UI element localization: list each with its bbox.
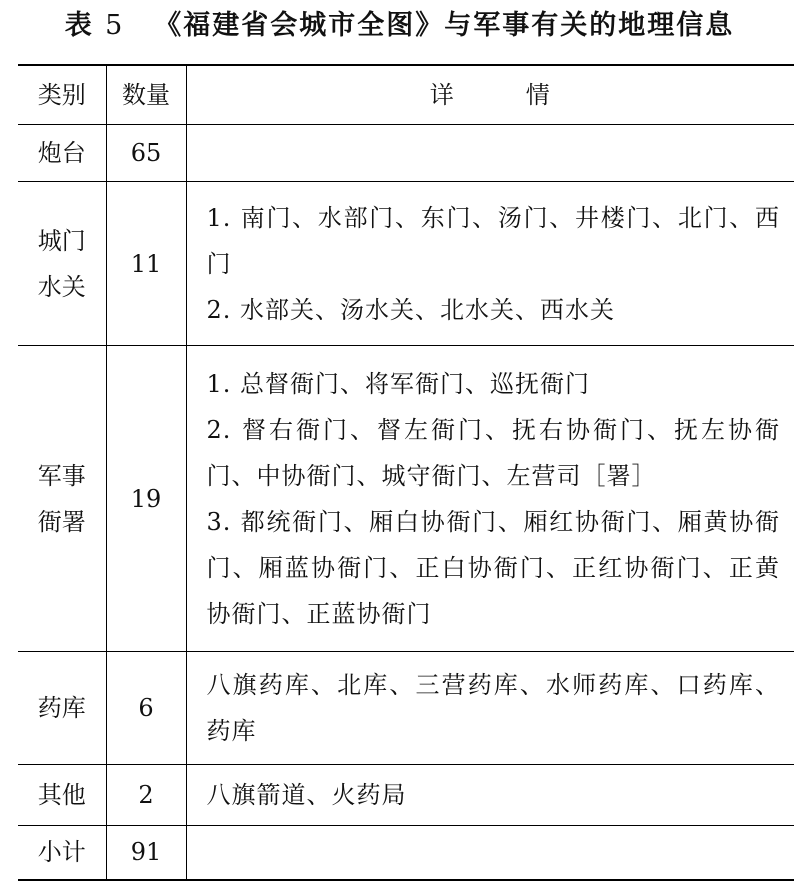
caption-text: 《福建省会城市全图》与军事有关的地理信息 (154, 10, 735, 41)
table-row-paotai (18, 125, 794, 182)
header-details: 详 情 (186, 65, 794, 125)
category-cell: 炮台 (18, 125, 106, 182)
detail-line: 1. 南门、水部门、东门、汤门、井楼门、北门、西门 (206, 203, 780, 278)
detail-line: 八旗箭道、火药局 (206, 781, 407, 809)
count-cell: 65 (106, 125, 186, 182)
category-cell: 其他 (18, 765, 106, 826)
table-row-chengmen (18, 182, 794, 346)
detail-line: 八旗药库、北库、三营药库、水师药库、口药库、药库 (206, 671, 780, 745)
category-cell (18, 182, 106, 346)
caption-label: 表 (64, 10, 94, 41)
count-cell: 91 (106, 826, 186, 880)
details-cell (186, 652, 794, 765)
table-row-xiaoji (18, 826, 794, 880)
details-cell (186, 826, 794, 880)
category-cell: 小计 (18, 826, 106, 880)
table-row-yaoku (18, 652, 794, 765)
military-geography-table (18, 64, 794, 881)
count-cell: 2 (106, 765, 186, 826)
table-row-qita (18, 765, 794, 826)
details-cell (186, 125, 794, 182)
category-line: 军事 衙署 (37, 461, 86, 536)
details-cell (186, 346, 794, 652)
caption-number: 5 (105, 10, 125, 41)
detail-line: 1. 总督衙门、将军衙门、巡抚衙门 (206, 369, 591, 398)
table-row-junshi (18, 346, 794, 652)
category-cell: 药库 (18, 652, 106, 765)
count-cell: 11 (106, 182, 186, 346)
details-cell (186, 765, 794, 826)
detail-line: 3. 都统衙门、厢白协衙门、厢红协衙门、厢黄协衙门、厢蓝协衙门、正白协衙门、正红协衙门、正黄协衙门、正蓝协衙门 (206, 507, 780, 628)
header-category: 类别 (18, 65, 106, 125)
header-count: 数量 (106, 65, 186, 125)
header-row (18, 65, 794, 125)
count-cell: 19 (106, 346, 186, 652)
table-caption (0, 6, 799, 46)
detail-line: 2. 水部关、汤水关、北水关、西水关 (206, 295, 616, 324)
count-cell: 6 (106, 652, 186, 765)
detail-line: 2. 督右衙门、督左衙门、抚右协衙门、抚左协衙门、中协衙门、城守衙门、左营司［署］ (206, 415, 780, 490)
details-cell (186, 182, 794, 346)
category-cell (18, 346, 106, 652)
category-line: 城门 水关 (37, 226, 86, 301)
